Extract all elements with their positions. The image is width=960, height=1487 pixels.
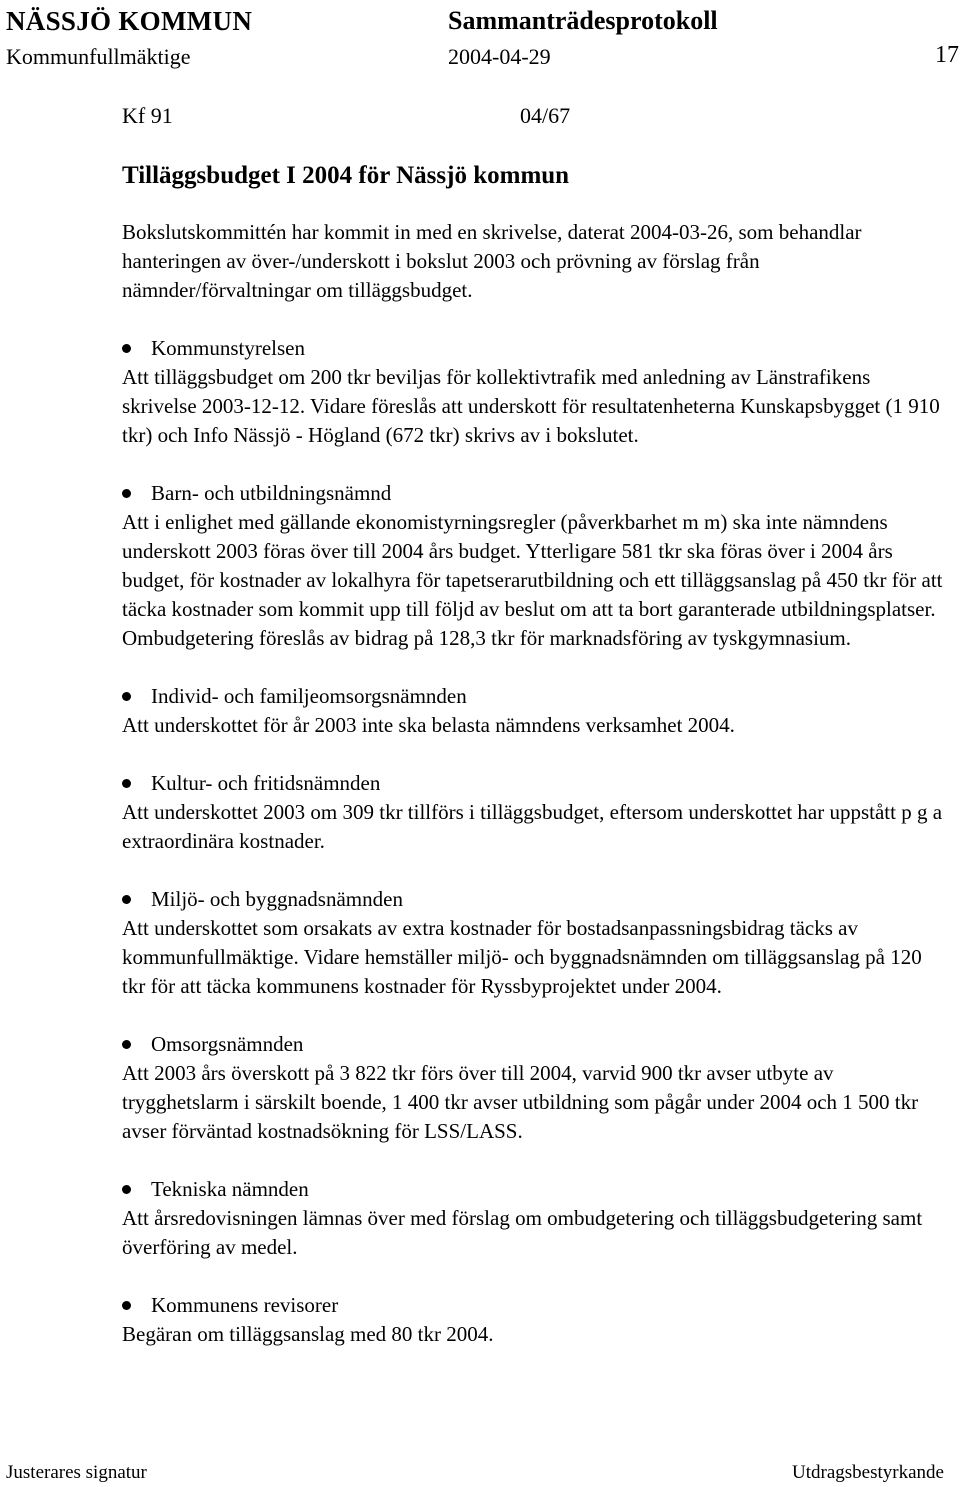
paragraph-ref: Kf 91 [122,103,173,128]
section-text: Att 2003 års överskott på 3 822 tkr förs över till 2004, varvid 900 tkr avser utbyte av trygghetslarm i särskilt boende, 1 400 tkr avser utbildning som pågår under 2004 och 1 500 tkr avser förväntad kostnadsökning för LSS/LASS. [122,1061,919,1143]
signature-label: Justerares signatur [6,1462,147,1483]
section-heading [122,334,950,363]
section-heading-text: Tekniska nämnden [151,1177,309,1201]
bullet-icon [122,895,131,904]
section-heading-text: Miljö- och byggnadsnämnden [151,887,403,911]
section-text: Att underskottet 2003 om 309 tkr tillförs i tilläggsbudget, eftersom underskottet har uppstått p g a extraordinära kostnader. [122,800,943,853]
case-number: 04/67 [520,103,571,128]
meeting-date: 2004-04-29 [448,44,551,69]
section-heading [122,1030,950,1059]
page-header [0,0,960,80]
document-type: Sammanträdesprotokoll [448,6,718,35]
bullet-icon [122,692,131,701]
bullet-icon [122,489,131,498]
bullet-icon [122,779,131,788]
page-footer [0,1462,960,1487]
section-text: Att underskottet som orsakats av extra kostnader för bostadsanpassningsbidrag täcks av kommunfullmäktige. Vidare hemställer miljö- och byggnadsnämnden om tilläggsanslag på 120 tkr för att täcka kommunens kostnader för Ryssbyprojektet under 2004. [122,916,922,998]
section-text: Att årsredovisningen lämnas över med förslag om ombudgetering och tilläggsbudgetering samt överföring av medel. [122,1206,923,1259]
section-tekniska-namnden [122,1175,950,1262]
bullet-icon [122,344,131,353]
section-text: Att tilläggsbudget om 200 tkr beviljas för kollektivtrafik med anledning av Länstrafikens skrivelse 2003-12-12. Vidare föreslås att underskott för resultatenheterna Kunskapsbygget (1 910 tkr) och Info Nässjö - Högland (672 tkr) skrivs av i bokslutet. [122,365,940,447]
document-body [122,218,950,1378]
section-miljo-och-byggnadsnamnden [122,885,950,1001]
page-number: 17 [935,42,959,68]
section-heading [122,682,950,711]
section-text: Att i enlighet med gällande ekonomistyrningsregler (påverkbarhet m m) ska inte nämndens underskott 2003 föras över till 2004 års budget. Ytterligare 581 tkr ska föras över i 2004 års budget, för kostnader av lokalhyra för tapetserarutbildning och ett tilläggsanslag på 450 tkr för att täcka kostnader som kommit upp till följd av beslut om att ta bort garanterade utbildningsplatser. Ombudgetering föreslås av bidrag på 128,3 tkr för marknadsföring av tyskgymnasium. [122,510,943,650]
section-individ-och-familjeomsorgsnamnden [122,682,950,740]
certification-label: Utdragsbestyrkande [792,1462,944,1483]
section-heading-text: Kommunstyrelsen [151,336,305,360]
section-kultur-och-fritidsnamnden [122,769,950,856]
section-heading [122,769,950,798]
bullet-icon [122,1301,131,1310]
bullet-icon [122,1185,131,1194]
section-heading-text: Barn- och utbildningsnämnd [151,481,392,505]
section-heading-text: Individ- och familjeomsorgsnämnden [151,684,467,708]
section-heading-text: Kommunens revisorer [151,1293,339,1317]
section-heading [122,1175,950,1204]
item-title: Tilläggsbudget I 2004 för Nässjö kommun [122,162,570,189]
section-heading [122,479,950,508]
section-heading-text: Omsorgsnämnden [151,1032,304,1056]
section-barn-och-utbildningsnamnd [122,479,950,653]
governing-body: Kommunfullmäktige [6,44,191,69]
section-kommunens-revisorer [122,1291,950,1349]
section-heading [122,885,950,914]
bullet-icon [122,1040,131,1049]
section-omsorgsnamnden [122,1030,950,1146]
section-text: Begäran om tilläggsanslag med 80 tkr 2004. [122,1322,494,1346]
section-heading-text: Kultur- och fritidsnämnden [151,771,381,795]
organization-name: NÄSSJÖ KOMMUN [6,6,253,36]
section-heading [122,1291,950,1320]
section-kommunstyrelsen [122,334,950,450]
intro-paragraph: Bokslutskommittén har kommit in med en skrivelse, daterat 2004-03-26, som behandlar hanteringen av över-/underskott i bokslut 2003 och prövning av förslag från nämnder/förvaltningar om tilläggsbudget. [122,220,862,302]
section-text: Att underskottet för år 2003 inte ska belasta nämndens verksamhet 2004. [122,713,735,737]
